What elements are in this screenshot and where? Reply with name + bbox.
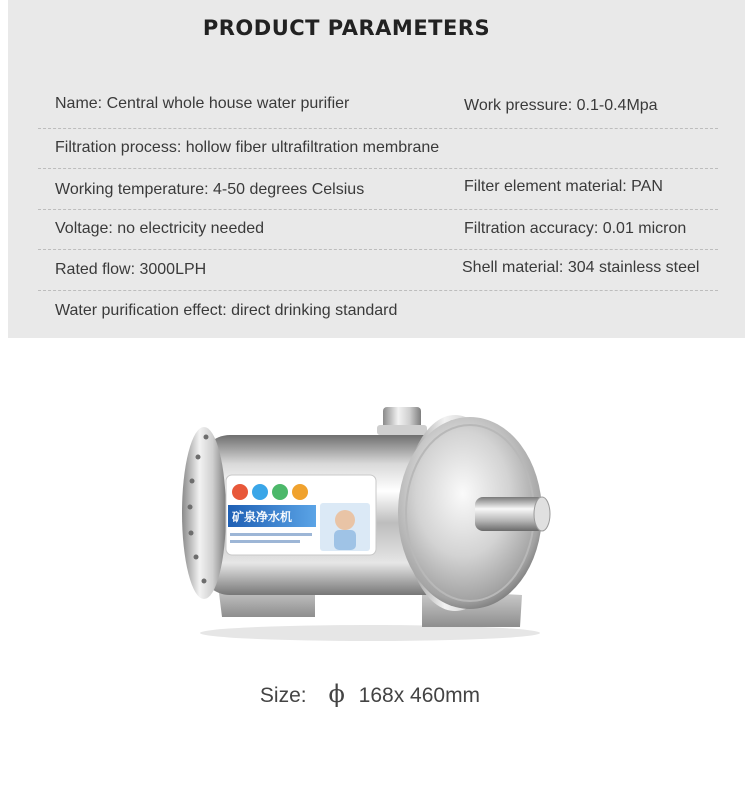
water-purifier-illustration xyxy=(170,395,570,645)
param-rated-flow: Rated flow: 3000LPH xyxy=(55,261,207,278)
param-filtration-accuracy: Filtration accuracy: 0.01 micron xyxy=(464,220,687,237)
product-image xyxy=(170,395,570,645)
param-filter-material: Filter element material: PAN xyxy=(464,178,663,195)
param-shell-material: Shell material: 304 stainless steel xyxy=(462,259,700,276)
product-parameters-panel xyxy=(8,0,745,338)
left-flange xyxy=(182,427,226,599)
product-label-text: 矿泉净水机 xyxy=(232,510,293,524)
divider xyxy=(38,168,718,169)
param-filtration-process: Filtration process: hollow fiber ultrafiltration membrane xyxy=(55,139,440,156)
diameter-symbol: ϕ xyxy=(328,680,345,708)
size-spec xyxy=(0,680,750,708)
param-voltage: Voltage: no electricity needed xyxy=(55,220,265,237)
params-title: PRODUCT PARAMETERS xyxy=(202,16,491,40)
size-value: 168x 460mm xyxy=(358,684,481,707)
divider xyxy=(38,290,718,291)
divider xyxy=(38,249,718,250)
divider xyxy=(38,128,718,129)
param-work-pressure: Work pressure: 0.1-0.4Mpa xyxy=(464,97,658,114)
param-purification-effect: Water purification effect: direct drinking standard xyxy=(55,302,398,319)
param-name: Name: Central whole house water purifier xyxy=(55,95,350,112)
divider xyxy=(38,209,718,210)
size-label: Size: xyxy=(259,684,307,707)
param-working-temperature: Working temperature: 4-50 degrees Celsius xyxy=(55,181,365,198)
